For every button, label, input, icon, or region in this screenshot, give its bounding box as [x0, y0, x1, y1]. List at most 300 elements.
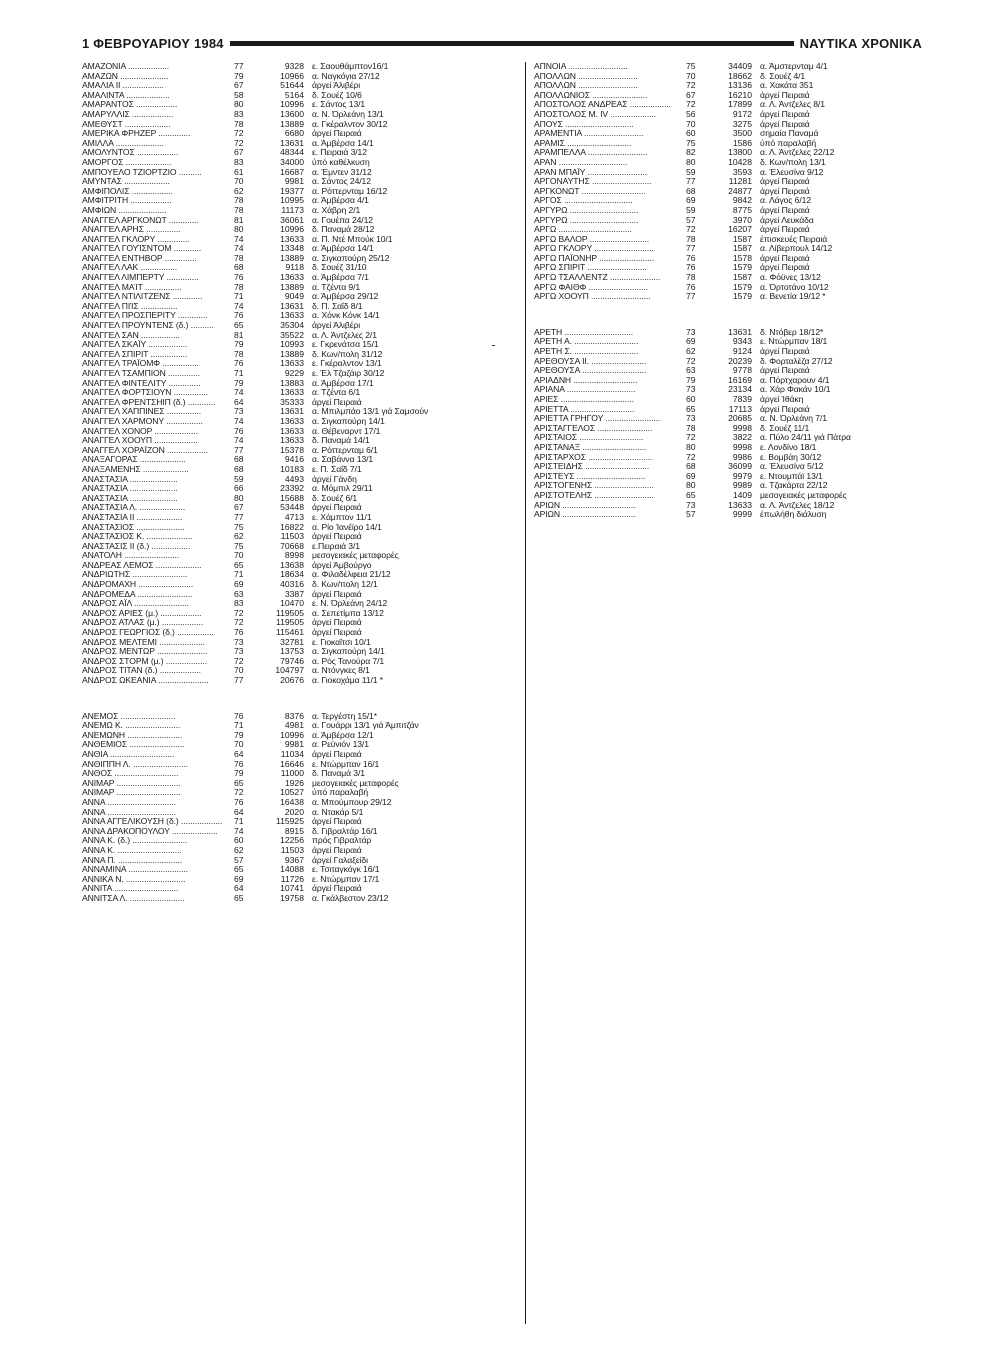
- ship-row: [82, 817, 518, 827]
- ship-name: ΑΡΙΣΤΑΓΓΕΛΟΣ ........................: [534, 423, 653, 433]
- ship-number: 19377: [280, 186, 304, 196]
- page-header: [82, 34, 922, 52]
- ship-number: 35333: [280, 397, 304, 407]
- ship-type-code: 65: [234, 865, 244, 875]
- ship-type-code: 78: [686, 234, 696, 244]
- ship-name: ΑΡΙΕΤΤΑ ............................: [534, 404, 635, 414]
- ship-type-code: 77: [686, 177, 696, 187]
- ship-row: [534, 100, 946, 110]
- ship-type-code: 74: [234, 826, 244, 836]
- ship-row: [534, 433, 946, 443]
- ship-name: ΑΡΓΩ ΠΑΪΟΝΗΡ ........................: [534, 253, 654, 263]
- ship-status: ε. Λονδίνο 18/1: [760, 442, 817, 452]
- ship-name: ΑΝΝΑ ..............................: [82, 807, 176, 817]
- ship-row: [82, 721, 518, 731]
- ship-number: 20685: [728, 414, 752, 424]
- ship-row: [534, 337, 946, 347]
- ship-status: α. Λ. Άντζελες 18/12: [760, 500, 835, 510]
- ship-number: 9229: [284, 369, 304, 378]
- ship-row: [534, 81, 946, 91]
- ship-number: 18662: [728, 71, 752, 81]
- ship-name: ΑΝΑΓΓΕΛ ΧΑΠΠΙΝΕΣ ...............: [82, 407, 202, 417]
- ship-number: 9343: [732, 337, 752, 347]
- ship-number: 104797: [275, 666, 304, 676]
- ship-row: [534, 385, 946, 395]
- ship-name: ΑΡΓΩ ΒΑΛΟΡ ..........................: [534, 234, 650, 244]
- ship-row: [82, 798, 518, 808]
- ship-type-code: 75: [686, 138, 696, 148]
- ship-number: 8376: [284, 711, 304, 721]
- ship-number: 9999: [732, 510, 752, 520]
- ship-name: ΑΝΙΜΑΡ ............................: [82, 788, 181, 798]
- ship-number: 40316: [280, 580, 304, 590]
- ship-name: ΑΝΔΡΙΩΤΗΣ ........................: [82, 570, 188, 580]
- ship-type-code: 77: [686, 292, 696, 302]
- ship-status: α. Σάντος 24/12: [312, 177, 371, 187]
- ship-type-code: 78: [686, 273, 696, 283]
- ship-status: άργεί Πειραιά: [312, 845, 362, 855]
- ship-status: α. Ρόττερνταμ 6/1: [312, 445, 378, 455]
- ship-row: [534, 443, 946, 453]
- ship-number: 9986: [732, 452, 752, 462]
- ship-name: ΑΠΟΛΛΩΝ ..........................: [534, 71, 638, 81]
- ship-name: ΑΝΘΙΑ ............................: [82, 749, 175, 759]
- ship-row: [82, 570, 518, 580]
- ship-name: ΑΡΙΣΤΟΓΕΝΗΣ ..........................: [534, 481, 654, 491]
- ship-status: α. Άμβέρσα 29/12: [312, 292, 379, 302]
- ship-name: ΑΝΑΓΓΕΛ ΦΙΝΤΕΛΙΤΥ ..............: [82, 378, 201, 388]
- ship-name: ΑΝΔΡΟΣ ΑΤΛΑΣ (μ.) ..................: [82, 618, 204, 628]
- ship-type-code: 70: [234, 740, 244, 750]
- ship-row: [534, 62, 946, 72]
- ship-name: ΑΝΑΤΟΛΗ ........................: [82, 551, 180, 561]
- ship-number: 36099: [728, 462, 752, 472]
- ship-status: άργεί Γαλαξείδι: [312, 855, 368, 865]
- ship-status: α. Τζέντα 6/1: [312, 388, 361, 398]
- ship-row: [534, 501, 946, 511]
- ship-number: 35522: [280, 330, 304, 340]
- ship-status: άργεί Πειραιά: [760, 263, 810, 273]
- ship-number: 9981: [284, 177, 304, 187]
- ship-status: α. Τεργέστη 15/1*: [312, 711, 377, 721]
- ship-type-code: 59: [686, 205, 696, 215]
- ship-row: [82, 273, 518, 283]
- ship-status: ε. Γκρενάτσα 15/1: [312, 340, 379, 350]
- ship-name: ΑΝΙΜΑΡ ............................: [82, 778, 181, 788]
- ship-row: [534, 357, 946, 367]
- ship-type-code: 57: [686, 510, 696, 520]
- ship-row: [82, 740, 518, 750]
- ship-status: ε. Σάντος 13/1: [312, 100, 366, 110]
- ship-number: 12256: [280, 836, 304, 846]
- ship-name: ΑΜΙΛΛΑ .....................: [82, 138, 164, 148]
- ship-type-code: 70: [686, 71, 696, 81]
- ship-row: [82, 331, 518, 341]
- ship-name: ΑΝΔΡΟΣ ΑΪΛ ........................: [82, 599, 189, 609]
- ship-row: [82, 779, 518, 789]
- ship-name: ΑΡΙΣΤΟΤΕΛΗΣ ..........................: [534, 490, 654, 500]
- ship-type-code: 83: [234, 109, 244, 119]
- ship-name: ΑΝΝΑ ΑΓΓΕΛΙΚΟΥΣΗ (δ.) ..................: [82, 817, 223, 827]
- ship-status: ύπό καθέλκυση: [312, 157, 370, 167]
- ship-number: 10183: [280, 464, 304, 474]
- ship-row: [82, 455, 518, 465]
- ship-status: α. Ν. Όρλεάνη 7/1: [760, 414, 827, 424]
- ship-name: ΑΡΓΥΡΩ ..............................: [534, 215, 639, 225]
- ship-name: ΑΝΑΓΓΕΛ ΛΙΜΠΕΡΤΥ ..............: [82, 273, 199, 283]
- ship-status: α. Ντακάρ 5/1: [312, 807, 364, 817]
- ship-row: [82, 523, 518, 533]
- ship-row: [534, 414, 946, 424]
- ship-row: [82, 350, 518, 360]
- ship-row: [82, 407, 518, 417]
- ship-name: ΑΜΑΖΟΝΙΑ ..................: [82, 62, 170, 71]
- ship-number: 1587: [732, 244, 752, 254]
- ship-status: μεσογειακές μεταφορές: [312, 551, 399, 561]
- ship-status: δ. Σουέζ 10/6: [312, 90, 362, 100]
- ship-type-code: 70: [234, 177, 244, 187]
- ship-name: ΑΡΓΩ ΤΣΑΛΛΕΝΤΖ ......................: [534, 273, 661, 283]
- ship-type-code: 74: [234, 244, 244, 254]
- ship-row: [82, 475, 518, 485]
- ship-number: 119505: [275, 618, 304, 628]
- ship-number: 1579: [732, 282, 752, 292]
- ship-number: 3822: [732, 433, 752, 443]
- ship-type-code: 72: [686, 225, 696, 235]
- ship-status: α. Πύλο 24/11 γιά Πάτρα: [760, 433, 851, 443]
- ship-type-code: 64: [234, 807, 244, 817]
- ship-row: [82, 196, 518, 206]
- ship-number: 11000: [280, 769, 304, 779]
- ship-name: ΑΝΝΑ Κ. ............................: [82, 845, 182, 855]
- ship-type-code: 72: [234, 618, 244, 628]
- ship-type-code: 67: [686, 90, 696, 100]
- ship-type-code: 81: [234, 215, 244, 225]
- ship-number: 16646: [280, 759, 304, 769]
- ship-row: [534, 510, 946, 520]
- ship-status: ε. Ν. Όρλεάνη 24/12: [312, 599, 388, 609]
- ship-type-code: 69: [234, 580, 244, 590]
- ship-type-code: 60: [234, 836, 244, 846]
- ship-row: [82, 91, 518, 101]
- ship-number: 16210: [728, 90, 752, 100]
- ship-row: [534, 158, 946, 168]
- ship-type-code: 71: [234, 292, 244, 302]
- ship-status: ε. Σαουθάμπτον16/1: [312, 62, 389, 71]
- ship-status: α. Μόμπιλ 29/11: [312, 484, 373, 494]
- ship-name: ΑΝΑΣΤΑΣΙΑ .....................: [82, 474, 178, 484]
- ship-type-code: 77: [686, 244, 696, 254]
- ship-number: 16687: [280, 167, 304, 177]
- ship-status: ε. Ντώρμπαν 17/1: [312, 874, 380, 884]
- ship-number: 8998: [284, 551, 304, 561]
- ship-number: 13348: [280, 244, 304, 254]
- ship-status: άργεί Πειραιά: [312, 503, 362, 513]
- ship-number: 9049: [284, 292, 304, 302]
- ship-status: α. Τζέντα 9/1: [312, 282, 361, 292]
- ship-status: α. Ντόνγκες 8/1: [312, 666, 370, 676]
- ship-group: [82, 62, 518, 686]
- ship-status: α. Ν. Όρλεάνη 13/1: [312, 109, 384, 119]
- ship-number: 16438: [280, 797, 304, 807]
- ship-type-code: 78: [234, 119, 244, 129]
- ship-name: ΑΝΑΓΓΕΛ ΤΣΑΜΠΙΟΝ ..............: [82, 369, 201, 378]
- ship-number: 9998: [732, 423, 752, 433]
- ship-number: 9981: [284, 740, 304, 750]
- ship-row: [82, 388, 518, 398]
- ship-type-code: 64: [234, 397, 244, 407]
- ship-name: ΑΝΑΣΤΑΣΙΑ .....................: [82, 484, 178, 494]
- ship-status: άργεί Πειραιά: [760, 177, 810, 187]
- ship-type-code: 69: [686, 471, 696, 481]
- ship-status: α. Μπούμπουρ 29/12: [312, 797, 392, 807]
- ship-row: [82, 788, 518, 798]
- ship-type-code: 65: [686, 490, 696, 500]
- ship-name: ΑΜΕΡΙΚΑ ΦΡΗΖΕΡ ..............: [82, 129, 191, 139]
- ship-number: 15378: [280, 445, 304, 455]
- ship-number: 8915: [284, 826, 304, 836]
- ship-type-code: 72: [686, 452, 696, 462]
- ship-row: [534, 405, 946, 415]
- ship-number: 1579: [732, 263, 752, 273]
- ship-number: 20239: [728, 356, 752, 366]
- ship-number: 10966: [280, 71, 304, 81]
- ship-number: 115925: [275, 817, 304, 827]
- ship-status: α. Μπιλμπάο 13/1 γιά Σαμσούν: [312, 407, 429, 417]
- ship-row: [82, 283, 518, 293]
- ship-number: 13633: [728, 500, 752, 510]
- ship-row: [82, 244, 518, 254]
- ship-status: δ. Σουέζ 31/10: [312, 263, 367, 273]
- ship-number: 13631: [728, 327, 752, 337]
- ship-number: 1578: [732, 253, 752, 263]
- ship-type-code: 72: [686, 100, 696, 110]
- ship-number: 3275: [732, 119, 752, 129]
- ship-row: [82, 808, 518, 818]
- ship-number: 24877: [728, 186, 752, 196]
- ship-row: [82, 359, 518, 369]
- ship-status: α. Σιγκαπούρη 25/12: [312, 253, 390, 263]
- ship-type-code: 73: [686, 385, 696, 395]
- ship-type-code: 63: [234, 589, 244, 599]
- ship-name: ΑΝΘΟΣ ............................: [82, 769, 179, 779]
- ship-number: 1587: [732, 273, 752, 283]
- ship-row: [82, 206, 518, 216]
- ship-row: [82, 235, 518, 245]
- ship-number: 1409: [732, 490, 752, 500]
- ship-name: ΑΝΑΓΓΕΛ ΓΚΛΟΡΥ ..............: [82, 234, 190, 244]
- ship-name: ΑΡΕΤΗ Α. ............................: [534, 337, 639, 347]
- ship-name: ΑΝΔΡΟΜΑΧΗ ........................: [82, 580, 194, 590]
- issue-date: 1 ΦΕΒΡΟΥΑΡΙΟΥ 1984: [82, 35, 224, 51]
- ship-name: ΑΜΕΘΥΣΤ ....................: [82, 119, 171, 129]
- ship-row: [82, 513, 518, 523]
- ship-type-code: 72: [234, 656, 244, 666]
- ship-number: 34409: [728, 62, 752, 71]
- ship-number: 3500: [732, 129, 752, 139]
- ship-type-code: 79: [234, 769, 244, 779]
- ship-name: ΑΡΙΣΤΑΡΧΟΣ ............................: [534, 452, 653, 462]
- ship-name: ΑΝΑΓΓΕΛ ΦΟΡΤΣΙΟΥΝ ...............: [82, 388, 208, 398]
- ship-type-code: 74: [234, 416, 244, 426]
- ship-number: 13633: [280, 273, 304, 283]
- ship-status: α. Φόϋνες 13/12: [760, 273, 821, 283]
- ship-type-code: 80: [686, 442, 696, 452]
- ship-name: ΑΝΑΓΓΕΛ ΓΟΥΊΣΝΤΟΜ ............: [82, 244, 202, 254]
- ship-row: [534, 491, 946, 501]
- ship-status: δ. Σουέζ 11/1: [760, 423, 810, 433]
- header-rule: [230, 41, 794, 46]
- ship-type-code: 62: [234, 532, 244, 542]
- ship-row: [82, 542, 518, 552]
- ship-type-code: 76: [234, 359, 244, 369]
- ship-type-code: 74: [234, 234, 244, 244]
- ship-name: ΑΝΔΡΟΣ ΣΤΟΡΜ (μ.) ..................: [82, 656, 207, 666]
- ship-type-code: 77: [234, 676, 244, 685]
- ship-type-code: 81: [234, 330, 244, 340]
- ship-type-code: 61: [234, 167, 244, 177]
- ship-row: [82, 168, 518, 178]
- ship-number: 23392: [280, 484, 304, 494]
- ship-name: ΑΡΕΤΗ ..............................: [534, 327, 634, 337]
- ship-name: ΑΠΟΣΤΟΛΟΣ ΑΝΔΡΕΑΣ ..................: [534, 100, 671, 110]
- ship-type-code: 75: [234, 541, 244, 551]
- ship-number: 9989: [732, 481, 752, 491]
- ship-status: άργεί Γάνδη: [312, 474, 357, 484]
- ship-name: ΑΝΑΓΓΕΛ ΠΡΟΥΝΤΕΝΣ (δ.) ..........: [82, 321, 214, 331]
- ship-number: 13633: [280, 359, 304, 369]
- ship-row: [82, 532, 518, 542]
- ship-type-code: 80: [234, 493, 244, 503]
- ship-name: ΑΝΑΓΓΕΛ ΕΝΤΗΒΟΡ ..............: [82, 253, 197, 263]
- ship-number: 32781: [280, 637, 304, 647]
- ship-status: α. Άμβέρσα 12/1: [312, 730, 374, 740]
- ship-type-code: 72: [686, 81, 696, 91]
- ship-status: άργεί Ίθάκη: [760, 395, 804, 404]
- ship-name: ΑΝΑΓΓΕΛ ΧΑΡΜΟΝΥ ................: [82, 416, 203, 426]
- ship-name: ΑΝΑΣΤΑΣΙΑ ΙΙ ....................: [82, 512, 183, 522]
- ship-name: ΑΝΝΙΚΑ Ν. ..........................: [82, 874, 186, 884]
- ship-name: ΑΜΟΡΓΟΣ ....................: [82, 157, 172, 167]
- ship-type-code: 82: [686, 148, 696, 158]
- ship-number: 8775: [732, 205, 752, 215]
- ship-name: ΑΝΑΓΓΕΛ ΝΤΙΛΙΤΖΕΝΣ .............: [82, 292, 203, 302]
- ship-row: [82, 225, 518, 235]
- ship-status: α. Θέβεναρντ 17/1: [312, 426, 381, 436]
- ship-number: 13600: [280, 109, 304, 119]
- ship-status: α. Γκάλβεστον 23/12: [312, 893, 389, 903]
- ship-name: ΑΜΑΡΥΛΛΙΣ ..................: [82, 109, 174, 119]
- ship-row: [82, 666, 518, 676]
- ship-number: 13633: [280, 436, 304, 446]
- ship-number: 19758: [280, 893, 304, 903]
- ship-type-code: 80: [234, 100, 244, 110]
- ship-name: ΑΝΑΓΓΕΛ ΧΟΝΟΡ ...................: [82, 426, 198, 436]
- ship-status: α. Βενετία 19/12 *: [760, 292, 826, 302]
- ship-number: 7839: [732, 395, 752, 404]
- ship-row: [82, 62, 518, 72]
- ship-number: 1586: [732, 138, 752, 148]
- ship-status: έπωλήθη διάλυση: [760, 510, 827, 520]
- ship-name: ΑΡΓΟΣ ..............................: [534, 196, 633, 206]
- ship-type-code: 68: [686, 186, 696, 196]
- ship-number: 13889: [280, 253, 304, 263]
- ship-type-code: 57: [686, 215, 696, 225]
- ship-number: 17113: [728, 404, 752, 414]
- ship-row: [82, 446, 518, 456]
- ship-name: ΑΡΓΩ ................................: [534, 225, 632, 235]
- ship-status: άργεί Άλιβέρι: [312, 321, 361, 331]
- ship-name: ΑΝΑΓΓΕΛ ΤΡΑΪΟΜΦ ................: [82, 359, 199, 369]
- ship-number: 3970: [732, 215, 752, 225]
- ship-number: 11173: [281, 205, 304, 215]
- ship-status: α. Άμβέρσα 7/1: [312, 273, 369, 283]
- ship-type-code: 67: [234, 148, 244, 158]
- ship-row: [534, 254, 946, 264]
- ship-number: 70668: [280, 541, 304, 551]
- ship-row: [534, 424, 946, 434]
- ship-name: ΑΝΔΡΟΣ ΓΕΩΡΓΙΟΣ (δ.) ................: [82, 628, 214, 638]
- ship-number: 16207: [728, 225, 752, 235]
- publication-title: ΝΑΥΤΙΚΑ ΧΡΟΝΙΚΑ: [799, 35, 922, 51]
- ship-status: δ. Παναμά 14/1: [312, 436, 370, 446]
- ship-row: [534, 283, 946, 293]
- ship-type-code: 73: [686, 500, 696, 510]
- ship-number: 13136: [728, 81, 752, 91]
- ship-status: α. Άμβέρσα 14/1: [312, 138, 374, 148]
- ship-status: α. Πόρτχαρουν 4/1: [760, 375, 830, 385]
- ship-number: 9979: [732, 471, 752, 481]
- ship-status: ε. Βομβάη 30/12: [760, 452, 822, 462]
- ship-type-code: 83: [234, 599, 244, 609]
- ship-status: δ. Γιβραλτάρ 16/1: [312, 826, 378, 836]
- ship-row: [82, 292, 518, 302]
- ship-group: [82, 712, 518, 904]
- ship-status: α. Σιγκαπούρη 14/1: [312, 416, 385, 426]
- ship-status: α. Λάγος 6/12: [760, 196, 812, 206]
- ship-status: άργεί Πειραιά: [760, 253, 810, 263]
- ship-type-code: 78: [234, 349, 244, 359]
- ship-type-code: 72: [234, 129, 244, 139]
- ship-number: 23134: [728, 385, 752, 395]
- ship-group: [534, 328, 946, 520]
- ship-status: ε. Γιοκαΐτσι 10/1: [312, 637, 371, 647]
- ship-number: 2020: [284, 807, 304, 817]
- ship-name: ΑΝΔΡΟΣ ΜΕΝΤΩΡ ......................: [82, 647, 208, 657]
- ship-status: άργεί Άλιβέρι: [312, 81, 361, 91]
- ship-name: ΑΡΑΜΙΣ ............................: [534, 138, 632, 148]
- ship-status: α. Π. Ντέ Μπούκ 10/1: [312, 234, 393, 244]
- ship-number: 10996: [280, 730, 304, 740]
- ship-row: [534, 376, 946, 386]
- ship-type-code: 79: [234, 71, 244, 81]
- ship-row: [534, 263, 946, 273]
- ship-status: α. Ρόττερνταμ 16/12: [312, 186, 388, 196]
- ship-number: 10428: [728, 157, 752, 167]
- ship-name: ΑΝΑΓΓΕΛ ΛΑΚ ................: [82, 263, 178, 273]
- ship-type-code: 80: [234, 225, 244, 235]
- ship-number: 13631: [280, 407, 304, 417]
- ship-type-code: 79: [234, 378, 244, 388]
- ship-status: άργεί Πειραιά: [760, 186, 810, 196]
- ship-name: ΑΡΑΝ ..............................: [534, 157, 628, 167]
- ship-number: 4493: [284, 474, 304, 484]
- ship-name: ΑΝΑΓΓΕΛ ΧΟΟΥΠ ...................: [82, 436, 198, 446]
- ship-type-code: 72: [234, 788, 244, 798]
- ship-type-code: 60: [686, 395, 696, 404]
- ship-status: ε. Ντώρμπαν 18/1: [760, 337, 828, 347]
- ship-name: ΑΝΑΓΓΕΛ ΠΡΟΣΠΕΡΙΤΥ .............: [82, 311, 208, 321]
